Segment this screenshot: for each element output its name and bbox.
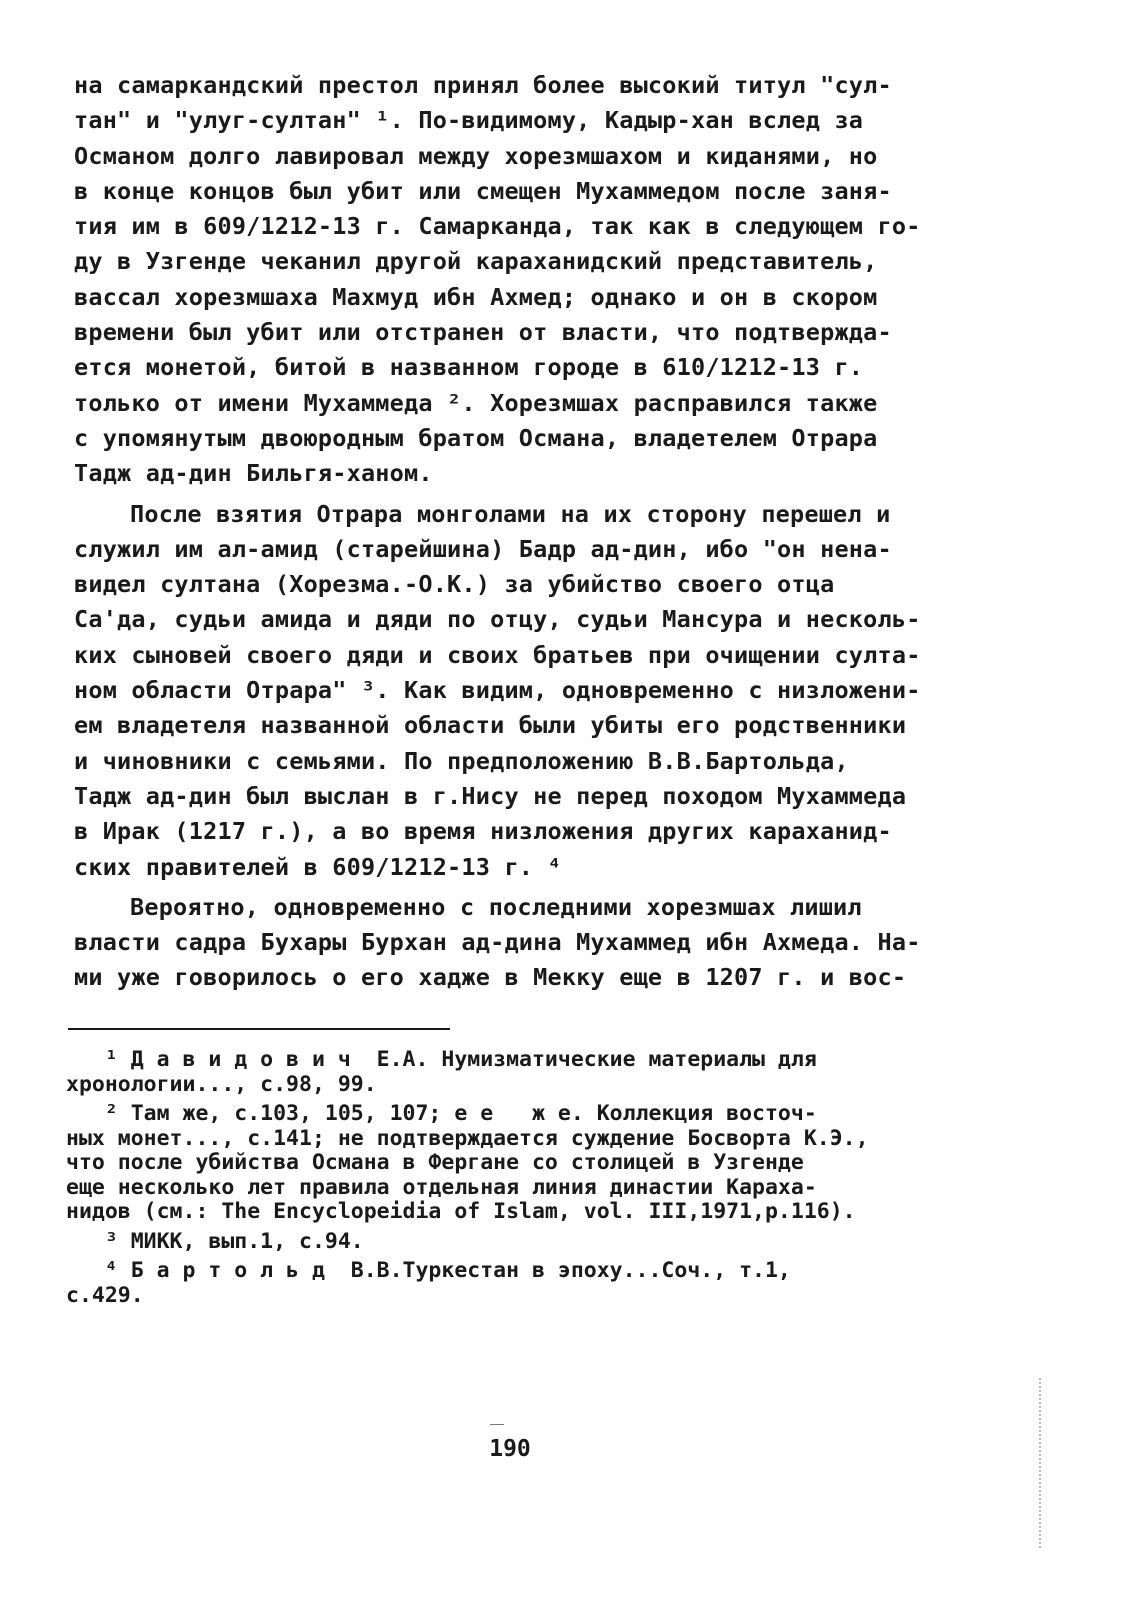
footnote-line: с.429.: [66, 1282, 144, 1308]
footnote-line: еще несколько лет правила отдельная линия династии Караха-: [66, 1174, 817, 1200]
text-line: в конце концов был убит или смещен Мухаммедом после заня-: [74, 176, 892, 205]
footnote: [66, 1259, 1056, 1308]
page-number-mark: [490, 1424, 504, 1425]
footnote-line: что после убийства Османа в Фергане со столицей в Узгенде: [66, 1150, 804, 1175]
footnote: [66, 1102, 1056, 1225]
text-line: Османом долго лавировал между хорезмшахом и киданями, но: [74, 141, 878, 170]
footnote-line: ных монет..., с.141; не подтверждается суждение Босворта К.Э.,: [66, 1125, 869, 1151]
text-line: ми уже говорилось о его хадже в Мекку еще в 1207 г. и вос-: [74, 963, 907, 992]
text-line: только от имени Мухаммеда ². Хорезмшах расправился также: [74, 388, 878, 417]
footnote-line: хронологии..., с.98, 99.: [66, 1071, 377, 1097]
footnote: [66, 1230, 1056, 1255]
text-line: ем владетеля названной области были убиты его родственники: [74, 711, 907, 740]
footnote-line: нидов (см.: The Encyclopeidia of Islam, vol. III,1971,p.116).: [66, 1199, 856, 1224]
text-line: ется монетой, битой в названном городе в 610/1212-13 г.: [74, 353, 864, 382]
text-line: Вероятно, одновременно с последними хорезмшах лишил: [130, 892, 862, 921]
text-line: ких сыновей своего дяди и своих братьев при очищении султа-: [74, 640, 921, 669]
text-line: видел султана (Хорезма.-О.К.) за убийство своего отца: [74, 570, 835, 599]
footnote-line: ² Там же, с.103, 105, 107; е е ж е. Коллекция восточ-: [66, 1101, 817, 1126]
text-line: Са'да, судьи амида и дяди по отцу, судьи Мансура и несколь-: [74, 605, 921, 634]
text-line: в Ирак (1217 г.), а во время низложения других караханид-: [74, 817, 892, 846]
footnote-line: ⁴ Б а р т о л ь д В.В.Туркестан в эпоху...Соч., т.1,: [66, 1258, 791, 1283]
footnote-line: ³ МИКК, вып.1, с.94.: [66, 1228, 364, 1254]
text-line: тан" и "улуг-султан" ¹. По-видимому, Кадыр-хан вслед за: [74, 106, 864, 135]
text-line: с упомянутым двоюродным братом Османа, владетелем Отрара: [74, 423, 878, 452]
scan-edge-marks: [1039, 1378, 1047, 1548]
text-line: ном области Отрара" ³. Как видим, одновременно с низложени-: [74, 676, 921, 705]
page-number: 190: [489, 1436, 531, 1462]
text-line: Тадж ад-дин был выслан в г.Нису не перед походом Мухаммеда: [74, 781, 907, 810]
text-line: ских правителей в 609/1212-13 г. ⁴: [74, 852, 562, 881]
text-line: на самаркандский престол принял более высокий титул "сул-: [74, 71, 892, 99]
text-line: власти садра Бухары Бурхан ад-дина Мухаммед ибн Ахмеда. На-: [74, 928, 921, 957]
text-line: Тадж ад-дин Бильгя-ханом.: [74, 459, 433, 488]
text-line: вассал хорезмшаха Махмуд ибн Ахмед; однако и он в скором: [74, 282, 878, 311]
footnotes: [66, 1048, 1056, 1313]
text-line: служил им ал-амид (старейшина) Бадр ад-дин, ибо "он нена-: [74, 534, 892, 563]
text-line: тия им в 609/1212-13 г. Самарканда, так как в следующем го-: [74, 212, 921, 241]
text-line: и чиновники с семьями. По предположению В.В.Бартольда,: [74, 746, 849, 775]
main-text: [74, 68, 1034, 996]
text-line: ду в Узгенде чеканил другой караханидский представитель,: [74, 247, 878, 276]
footnote-separator: [68, 1028, 450, 1030]
text-line: После взятия Отрара монголами на их сторону перешел и: [130, 499, 891, 528]
text-line: времени был убит или отстранен от власти, что подтвержда-: [74, 318, 892, 347]
footnote-line: ¹ Д а в и д о в и ч Е.А. Нумизматические материалы для: [66, 1047, 817, 1072]
footnote: [66, 1048, 1056, 1097]
